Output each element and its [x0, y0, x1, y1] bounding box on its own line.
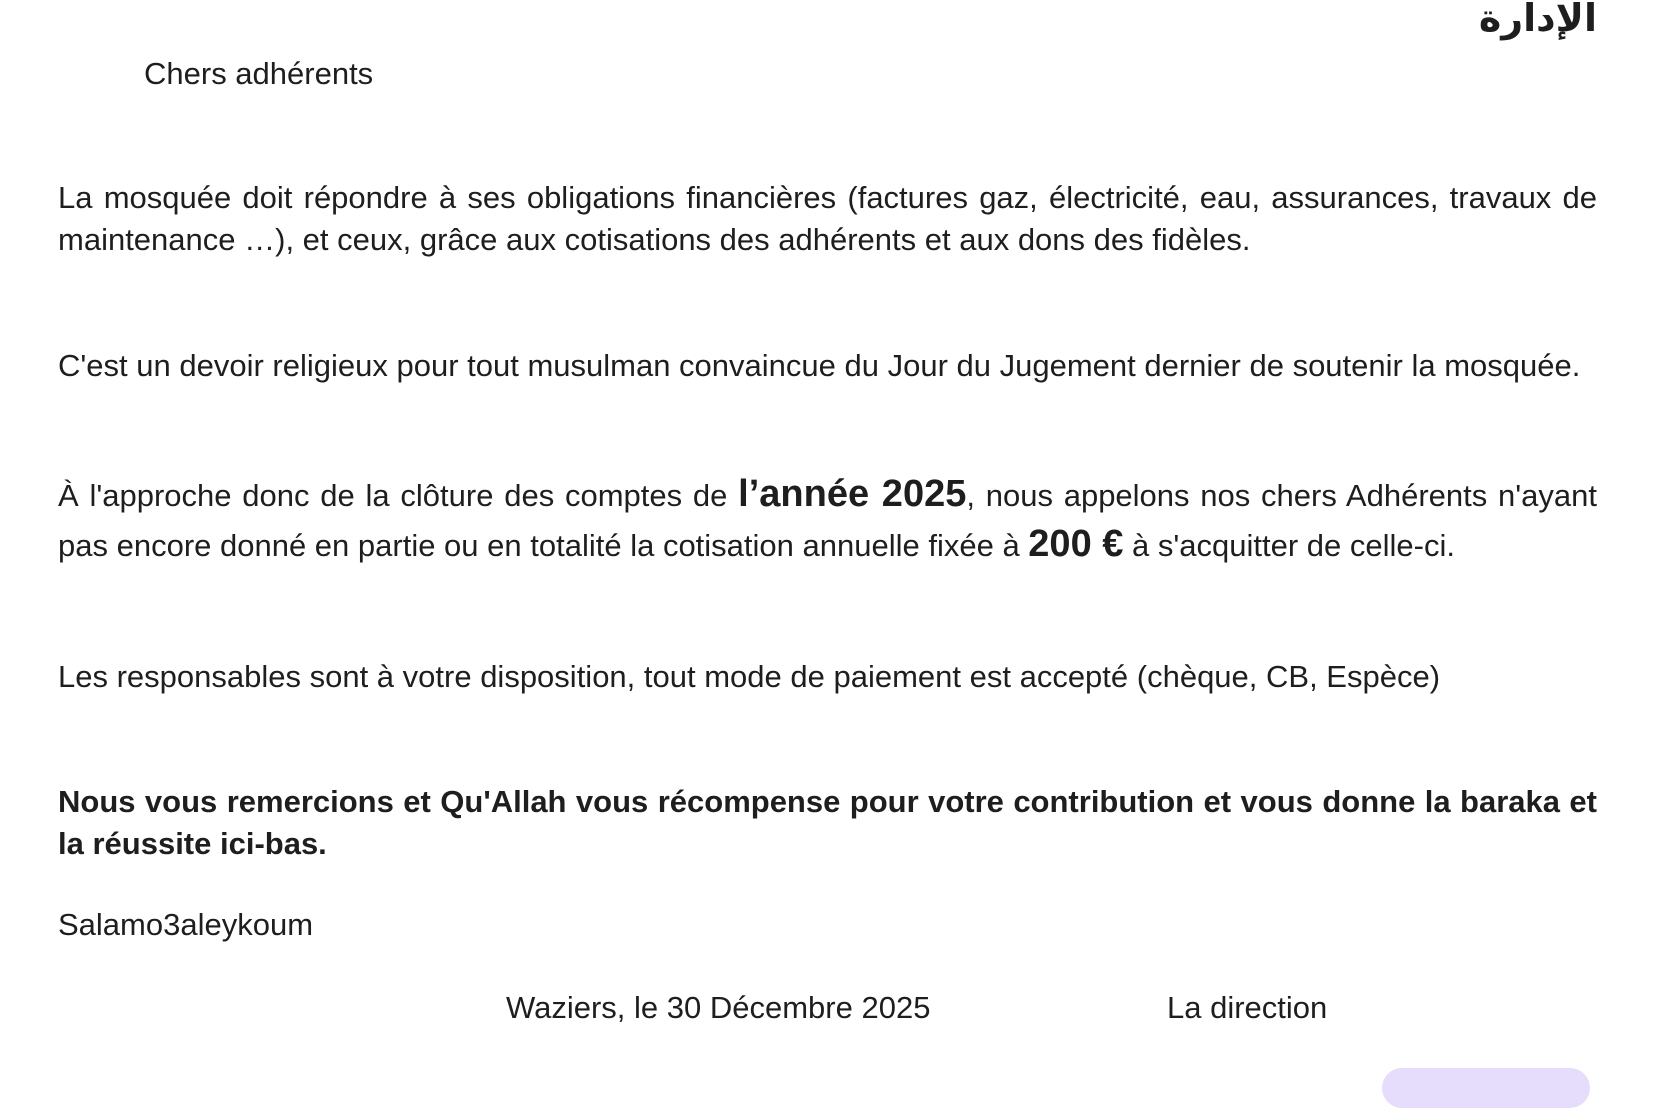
paragraph-payment: Les responsables sont à votre disposition, tout mode de paiement est accepté (chèque, CB, Espèce) [58, 659, 1441, 694]
cotisation-text-b: , nous appelons nos chers Adhérents n'ayant pas encore donné en partie ou en totalité la cotisation annuelle fixée à [58, 478, 1597, 563]
year-highlight: l’année 2025 [738, 473, 967, 515]
signature: La direction [1167, 990, 1328, 1025]
paragraph-obligations: La mosquée doit répondre à ses obligations financières (factures gaz, électricité, eau, assurances, travaux de maintenance …), et ceux, grâce aux cotisations des adhérents et aux dons des fidèles. [58, 180, 1597, 257]
floating-action-button[interactable] [1382, 1068, 1590, 1108]
cotisation-text-a: À l'approche donc de la clôture des comptes de [58, 478, 739, 513]
paragraph-thanks: Nous vous remercions et Qu'Allah vous récompense pour votre contribution et vous donne la baraka et la réussite ici-bas. [58, 784, 1597, 861]
cotisation-text-c: à s'acquitter de celle-ci. [1123, 528, 1455, 563]
arabic-header-title: الإدارة [1478, 0, 1597, 40]
paragraph-duty: C'est un devoir religieux pour tout musulman convaincue du Jour du Jugement dernier de soutenir la mosquée. [58, 348, 1581, 383]
greeting: Chers adhérents [144, 56, 374, 91]
amount-highlight: 200 € [1028, 523, 1124, 565]
paragraph-cotisation [58, 470, 1597, 570]
place-date: Waziers, le 30 Décembre 2025 [506, 990, 931, 1025]
closing-salutation: Salamo3aleykoum [58, 907, 314, 942]
